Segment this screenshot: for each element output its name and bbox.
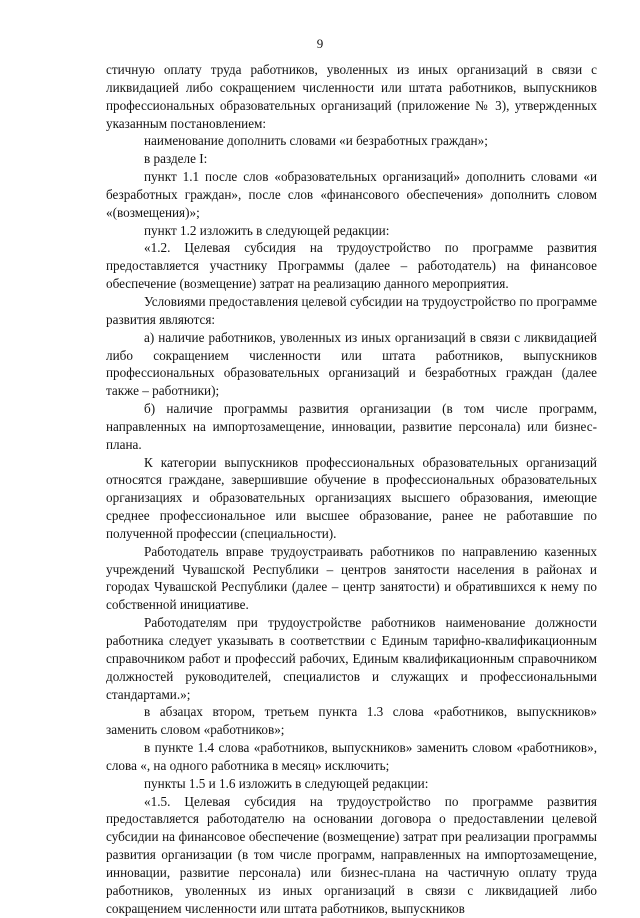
paragraph: в пункте 1.4 слова «работников, выпускников» заменить словом «работников», слова «, на одного работника в месяц» исключить; [106,740,597,773]
page-number: 9 [316,36,324,51]
paragraph: пункт 1.1 после слов «образовательных организаций» дополнить словами «и безработных граждан», после слов «финансового обеспечения» дополнить словом «(возмещения)»; [106,169,597,220]
paragraph: пункты 1.5 и 1.6 изложить в следующей редакции: [144,775,429,791]
paragraph: «1.5. Целевая субсидия на трудоустройство по программе развития предоставляется работодателю на основании договора о предоставлении целевой субсидии на финансовое обеспечение (возмещение) затрат при реализации программы развития организации (в том числе программ, направленных на импортозамещение, инновации, развитие персонала) или бизнес-плана на частичную оплату труда работников, уволенных из иных организаций в связи с ликвидацией либо сокращением численности или штата работников, выпускников [106,793,597,916]
document-body [106,61,597,918]
paragraph: а) наличие работников, уволенных из иных организаций в связи с ликвидацией либо сокращением численности или штата работников, выпускников профессиональных образовательных организаций и безработных граждан (далее также – работники); [106,329,597,399]
paragraph: Работодатель вправе трудоустраивать работников по направлению казенных учреждений Чувашской Республики – центров занятости населения в районах и городах Чувашской Республики (далее – центр занятости) и обратившихся к нему по собственной инициативе. [106,543,597,613]
paragraph: б) наличие программы развития организации (в том числе программ, направленных на импортозамещение, инновации, развитие персонала) или бизнес-плана. [106,401,597,452]
paragraph: Условиями предоставления целевой субсидии на трудоустройство по программе развития являются: [106,293,597,327]
paragraph: «1.2. Целевая субсидия на трудоустройство по программе развития предоставляется участнику Программы (далее – работодатель) на финансовое обеспечение (возмещение) затрат на реализацию данного мероприятия. [106,240,597,292]
paragraph: К категории выпускников профессиональных образовательных организаций относятся граждане, завершившие обучение в профессиональных образовательных организациях и образовательных организациях высшего образования, имеющие среднее профессиональное или высшее образование, ранее не работавшие по полученной профессии (специальности). [106,454,597,541]
paragraph: пункт 1.2 изложить в следующей редакции: [144,222,390,238]
paragraph-continuation: стичную оплату труда работников, уволенных из иных организаций в связи с ликвидацией либо сокращением численности или штата работников, выпускников профессиональных образовательных организаций (приложение № 3), утвержденных указанным постановлением: [106,62,597,131]
paragraph: в разделе I: [144,151,208,167]
paragraph: Работодателям при трудоустройстве работников наименование должности работника следует указывать в соответствии с Единым тарифно-квалификационным справочником работ и профессий рабочих, Единым квалификационным справочником должностей руководителей, специалистов и служащих и профессиональными стандартами.»; [106,615,597,702]
paragraph: наименование дополнить словами «и безработных граждан»; [144,133,488,149]
paragraph: в абзацах втором, третьем пункта 1.3 слова «работников, выпускников» заменить словом «работников»; [106,704,597,738]
